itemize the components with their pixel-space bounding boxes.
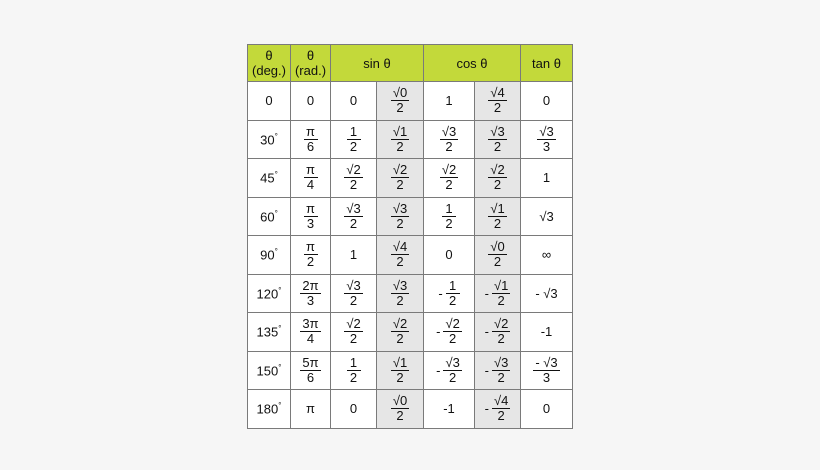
fraction <box>492 356 510 385</box>
denominator: 4 <box>306 331 315 347</box>
denominator: 2 <box>396 138 404 154</box>
denominator: 2 <box>445 138 453 154</box>
numerator: √4 <box>392 239 408 255</box>
cell-sin2 <box>377 313 424 352</box>
degree-value: 30 <box>260 131 275 147</box>
numerator: π <box>304 163 318 178</box>
header-row <box>248 45 573 82</box>
cell-tan <box>521 120 573 159</box>
fraction <box>391 394 409 423</box>
fraction <box>344 279 362 308</box>
degree-symbol: ° <box>274 170 278 180</box>
numerator: √2 <box>346 162 361 178</box>
header-cos: cos θ <box>424 45 521 82</box>
numerator: √3 <box>539 123 554 139</box>
cell-sin2 <box>377 274 424 313</box>
fraction <box>304 163 318 192</box>
cell-cos1 <box>424 159 475 198</box>
fraction <box>344 317 362 346</box>
degree-symbol: ° <box>274 247 278 257</box>
numerator: 5π <box>302 354 319 370</box>
fraction <box>391 163 409 192</box>
numerator: π <box>304 202 318 217</box>
degree-value: 135 <box>256 324 279 340</box>
cell-tan <box>521 313 573 352</box>
denominator: 2 <box>497 292 505 308</box>
cell-value: √3 <box>539 208 554 224</box>
cell-cos2 <box>475 351 521 390</box>
numerator: √2 <box>445 316 460 332</box>
degree-value: 0 <box>265 93 273 109</box>
cell-sin1 <box>331 274 377 313</box>
numerator: √3 <box>346 277 361 293</box>
cell-tan <box>521 236 573 275</box>
fraction <box>391 356 409 385</box>
minus-sign: - <box>484 362 489 378</box>
denominator: 2 <box>396 292 404 308</box>
denominator: 4 <box>306 177 315 193</box>
denominator: 2 <box>396 177 404 193</box>
cell-cos1 <box>424 236 475 275</box>
cell-sin1 <box>331 159 377 198</box>
minus-sign: - <box>484 401 489 417</box>
fraction <box>443 317 461 346</box>
cell-tan <box>521 351 573 390</box>
cell-cos2 <box>475 390 521 429</box>
cell-sin1 <box>331 197 377 236</box>
cell-degrees <box>248 120 291 159</box>
cell-value: 0 <box>445 247 453 263</box>
degree-symbol: ° <box>278 362 282 372</box>
denominator: 2 <box>349 292 358 308</box>
cell-cos1 <box>424 82 475 121</box>
header-radians <box>291 45 331 82</box>
degree-symbol: ° <box>278 285 282 295</box>
numerator: √3 <box>493 354 509 370</box>
denominator: 3 <box>542 369 551 385</box>
numerator: √2 <box>392 162 408 178</box>
denominator: 6 <box>306 369 315 385</box>
cell-cos1 <box>424 390 475 429</box>
fraction <box>446 279 460 308</box>
header-tan: tan θ <box>521 45 573 82</box>
fraction <box>304 202 318 231</box>
cell-sin1 <box>331 351 377 390</box>
cell-sin2 <box>377 82 424 121</box>
degree-value: 120 <box>256 285 279 301</box>
cell-sin1 <box>331 120 377 159</box>
fraction <box>347 125 361 154</box>
table-row <box>248 236 573 275</box>
denominator: 2 <box>349 369 358 385</box>
fraction <box>344 163 362 192</box>
cell-value: 0 <box>349 93 358 109</box>
cell-degrees <box>248 351 291 390</box>
cell-degrees <box>248 159 291 198</box>
table-row <box>248 197 573 236</box>
numerator: √2 <box>490 162 505 178</box>
denominator: 2 <box>449 369 457 385</box>
denominator: 2 <box>497 331 505 347</box>
numerator: √3 <box>392 277 408 293</box>
fraction <box>391 279 409 308</box>
numerator: √3 <box>441 123 457 139</box>
fraction <box>391 202 409 231</box>
denominator: 2 <box>449 331 457 347</box>
cell-sin2 <box>377 159 424 198</box>
denominator: 2 <box>493 254 502 270</box>
cell-sin1 <box>331 82 377 121</box>
cell-tan <box>521 274 573 313</box>
numerator: √2 <box>441 162 457 178</box>
denominator: 2 <box>445 177 453 193</box>
trig-values-table <box>247 44 573 429</box>
cell-cos2 <box>475 274 521 313</box>
degree-symbol: ° <box>274 131 278 141</box>
cell-value: 1 <box>445 93 453 109</box>
cell-value: ∞ <box>541 247 552 263</box>
fraction <box>440 163 458 192</box>
fraction <box>492 279 510 308</box>
denominator: 2 <box>449 292 457 308</box>
degree-symbol: ° <box>274 208 278 218</box>
numerator: √0 <box>392 85 408 101</box>
degree-value: 45 <box>260 170 275 186</box>
cell-degrees <box>248 236 291 275</box>
denominator: 2 <box>497 408 505 424</box>
cell-cos2 <box>475 82 521 121</box>
denominator: 2 <box>493 177 502 193</box>
fraction <box>492 394 510 423</box>
table-row <box>248 159 573 198</box>
cell-value: 0 <box>349 401 358 417</box>
cell-rad <box>291 197 331 236</box>
cell-rad <box>291 351 331 390</box>
denominator: 2 <box>396 331 404 347</box>
cell-value: 0 <box>306 93 315 109</box>
cell-value: 0 <box>542 93 551 109</box>
degree-value: 60 <box>260 208 275 224</box>
fraction <box>488 163 506 192</box>
cell-sin2 <box>377 197 424 236</box>
fraction <box>443 356 461 385</box>
fraction <box>391 125 409 154</box>
cell-rad <box>291 120 331 159</box>
denominator: 3 <box>306 292 315 308</box>
cell-degrees <box>248 82 291 121</box>
cell-value: 1 <box>349 247 358 263</box>
cell-degrees <box>248 390 291 429</box>
cell-rad <box>291 390 331 429</box>
degree-value: 90 <box>260 247 275 263</box>
cell-rad <box>291 274 331 313</box>
cell-cos1 <box>424 274 475 313</box>
fraction <box>440 125 458 154</box>
cell-sin2 <box>377 236 424 275</box>
table-row <box>248 120 573 159</box>
cell-rad <box>291 159 331 198</box>
numerator: √1 <box>392 354 408 370</box>
cell-sin1 <box>331 236 377 275</box>
table-row <box>248 351 573 390</box>
degree-value: 150 <box>256 362 279 378</box>
cell-rad <box>291 313 331 352</box>
numerator: π <box>304 125 318 140</box>
header-degrees-symbol: θ <box>265 48 273 63</box>
numerator: √2 <box>346 316 361 332</box>
minus-sign: - <box>484 285 489 301</box>
numerator: √3 <box>392 200 408 216</box>
cell-tan <box>521 82 573 121</box>
cell-sin2 <box>377 120 424 159</box>
cell-rad <box>291 82 331 121</box>
denominator: 2 <box>396 254 404 270</box>
header-degrees <box>248 45 291 82</box>
denominator: 2 <box>493 215 502 231</box>
fraction <box>304 125 318 154</box>
cell-cos1 <box>424 313 475 352</box>
cell-value: π <box>306 401 315 417</box>
cell-cos2 <box>475 313 521 352</box>
cell-degrees <box>248 313 291 352</box>
numerator: 1 <box>347 125 361 140</box>
degree-value: 180 <box>256 401 279 417</box>
numerator: 1 <box>442 202 456 217</box>
numerator: √1 <box>490 200 505 216</box>
denominator: 2 <box>349 177 358 193</box>
numerator: - √3 <box>535 354 558 370</box>
denominator: 2 <box>493 100 502 116</box>
table-row <box>248 274 573 313</box>
numerator: √4 <box>490 85 505 101</box>
fraction <box>347 356 361 385</box>
numerator: √3 <box>346 200 361 216</box>
cell-value: 0 <box>542 401 551 417</box>
numerator: √1 <box>493 277 509 293</box>
cell-value: - √3 <box>535 285 558 301</box>
numerator: √3 <box>490 123 505 139</box>
denominator: 2 <box>445 215 453 231</box>
minus-sign: - <box>436 324 441 340</box>
degree-symbol: ° <box>278 401 282 411</box>
header-radians-symbol: θ <box>306 48 315 63</box>
fraction <box>344 202 362 231</box>
fraction <box>488 240 506 269</box>
fraction <box>300 356 320 385</box>
cell-cos1 <box>424 197 475 236</box>
fraction <box>304 240 318 269</box>
fraction <box>488 125 506 154</box>
minus-sign: - <box>438 285 443 301</box>
denominator: 2 <box>396 408 404 424</box>
fraction <box>300 317 320 346</box>
denominator: 2 <box>396 100 404 116</box>
cell-cos2 <box>475 236 521 275</box>
denominator: 2 <box>497 369 505 385</box>
denominator: 3 <box>306 215 315 231</box>
fraction <box>492 317 510 346</box>
degree-symbol: ° <box>278 324 282 334</box>
cell-tan <box>521 159 573 198</box>
denominator: 2 <box>306 254 315 270</box>
denominator: 2 <box>349 331 358 347</box>
numerator: √1 <box>392 123 408 139</box>
cell-cos2 <box>475 159 521 198</box>
denominator: 2 <box>349 138 358 154</box>
cell-value: 1 <box>542 170 551 186</box>
fraction <box>391 317 409 346</box>
denominator: 2 <box>396 215 404 231</box>
cell-rad <box>291 236 331 275</box>
cell-sin2 <box>377 351 424 390</box>
cell-value: -1 <box>443 401 455 417</box>
header-radians-unit: (rad.) <box>294 63 327 78</box>
header-sin: sin θ <box>331 45 424 82</box>
numerator: 1 <box>347 356 361 371</box>
cell-degrees <box>248 274 291 313</box>
numerator: √4 <box>493 393 509 409</box>
cell-cos2 <box>475 197 521 236</box>
cell-sin1 <box>331 313 377 352</box>
cell-tan <box>521 197 573 236</box>
numerator: 1 <box>446 279 460 294</box>
minus-sign: - <box>436 362 441 378</box>
table-row <box>248 313 573 352</box>
numerator: 3π <box>302 316 319 332</box>
numerator: √3 <box>445 354 460 370</box>
cell-cos2 <box>475 120 521 159</box>
cell-degrees <box>248 197 291 236</box>
denominator: 2 <box>349 215 358 231</box>
denominator: 2 <box>493 138 502 154</box>
cell-sin2 <box>377 390 424 429</box>
denominator: 6 <box>306 138 315 154</box>
fraction <box>300 279 320 308</box>
fraction <box>537 125 555 154</box>
numerator: π <box>304 240 318 255</box>
cell-sin1 <box>331 390 377 429</box>
header-degrees-unit: (deg.) <box>252 63 286 78</box>
fraction <box>488 202 506 231</box>
fraction <box>533 356 559 385</box>
denominator: 2 <box>396 369 404 385</box>
numerator: √0 <box>392 393 408 409</box>
table-row <box>248 390 573 429</box>
numerator: √0 <box>490 239 505 255</box>
fraction <box>442 202 456 231</box>
fraction <box>488 86 506 115</box>
numerator: √2 <box>493 316 509 332</box>
minus-sign: - <box>484 324 489 340</box>
cell-cos1 <box>424 120 475 159</box>
denominator: 3 <box>542 138 551 154</box>
table-row <box>248 82 573 121</box>
cell-cos1 <box>424 351 475 390</box>
fraction <box>391 86 409 115</box>
cell-tan <box>521 390 573 429</box>
fraction <box>391 240 409 269</box>
cell-value: -1 <box>540 324 553 340</box>
numerator: 2π <box>302 277 319 293</box>
numerator: √2 <box>392 316 408 332</box>
